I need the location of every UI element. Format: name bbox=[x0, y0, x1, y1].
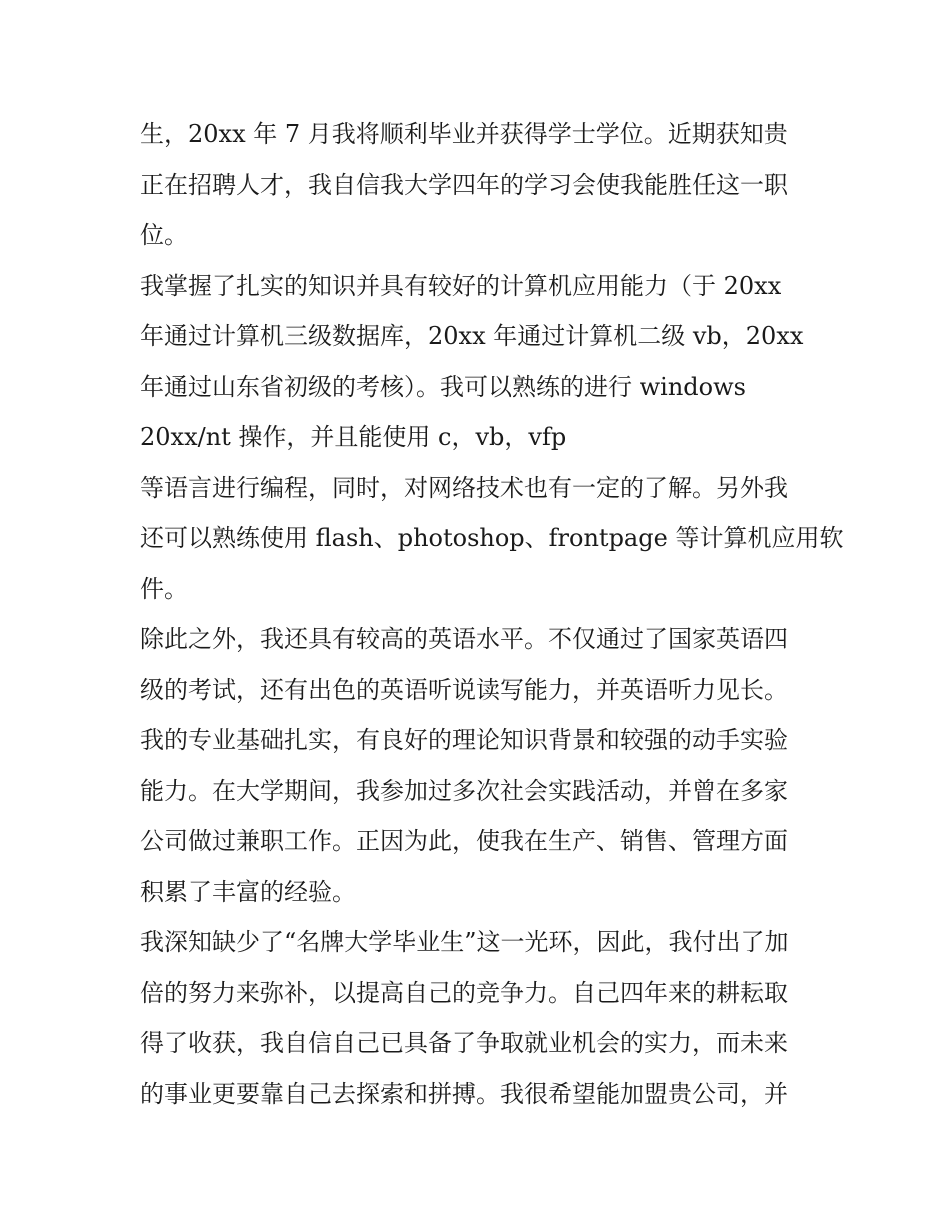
text-line-9: 还可以熟练使用 flash、photoshop、frontpage 等计算机应用软 bbox=[140, 524, 844, 552]
text-line-20: 的事业更要靠自己去探索和拼搏。我很希望能加盟贵公司，并 bbox=[140, 1079, 788, 1108]
text-line-13: 我的专业基础扎实，有良好的理论知识背景和较强的动手实验 bbox=[140, 726, 788, 754]
text-line-15: 公司做过兼职工作。正因为此，使我在生产、销售、管理方面 bbox=[140, 827, 788, 855]
text-line-8: 等语言进行编程，同时，对网络技术也有一定的了解。另外我 bbox=[140, 473, 788, 502]
text-line-4: 我掌握了扎实的知识并具有较好的计算机应用能力（于 20xx bbox=[140, 271, 782, 300]
document-body bbox=[140, 109, 844, 1119]
text-line-12: 级的考试，还有出色的英语听说读写能力，并英语听力见长。 bbox=[140, 675, 788, 704]
text-line-19: 得了收获，我自信自己已具备了争取就业机会的实力，而未来 bbox=[140, 1029, 788, 1057]
text-line-1: 生，20xx 年 7 月我将顺利毕业并获得学士学位。近期获知贵 bbox=[140, 120, 788, 148]
text-line-17: 我深知缺少了“名牌大学毕业生”这一光环，因此，我付出了加 bbox=[140, 928, 789, 956]
text-line-10: 件。 bbox=[140, 574, 188, 603]
text-line-7: 20xx/nt 操作，并且能使用 c，vb，vfp bbox=[140, 423, 567, 451]
text-line-16: 积累了丰富的经验。 bbox=[140, 877, 356, 906]
text-line-11: 除此之外，我还具有较高的英语水平。不仅通过了国家英语四 bbox=[140, 625, 788, 653]
text-line-18: 倍的努力来弥补，以提高自己的竞争力。自己四年来的耕耘取 bbox=[140, 978, 788, 1007]
text-line-5: 年通过计算机三级数据库，20xx 年通过计算机二级 vb，20xx bbox=[140, 322, 804, 350]
text-line-3: 位。 bbox=[140, 221, 188, 249]
text-line-14: 能力。在大学期间，我参加过多次社会实践活动，并曾在多家 bbox=[140, 776, 788, 805]
text-line-6: 年通过山东省初级的考核）。我可以熟练的进行 windows bbox=[140, 372, 746, 401]
text-line-2: 正在招聘人才，我自信我大学四年的学习会使我能胜任这一职 bbox=[140, 170, 788, 199]
